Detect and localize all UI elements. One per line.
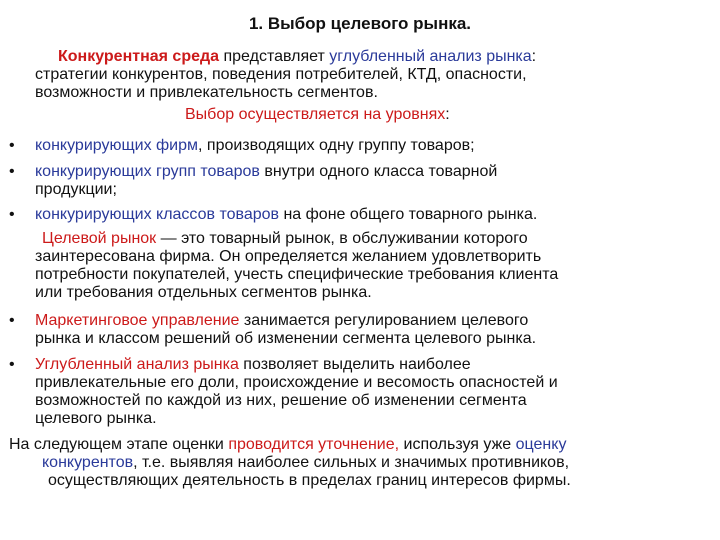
para-next-line1 xyxy=(9,436,566,454)
term-refinement: проводится уточнение, xyxy=(228,436,400,453)
bullet-marker: • xyxy=(9,206,15,223)
bullet-marketing-management xyxy=(35,312,528,330)
term-competing-firms: конкурирующих фирм xyxy=(35,137,199,154)
term-marketing-management: Маркетинговое управление xyxy=(35,312,240,329)
text-segment: представляет xyxy=(219,48,330,65)
bullet-competing-groups xyxy=(35,163,497,181)
term-assessment: оценку xyxy=(515,436,567,453)
term-target-market: Целевой рынок xyxy=(42,230,157,247)
bullet-competing-classes xyxy=(35,206,537,224)
text-segment: : xyxy=(445,106,450,123)
text-segment: , производящих одну группу товаров; xyxy=(198,137,475,154)
para-competitive-line1 xyxy=(58,48,536,66)
bullet-marker: • xyxy=(9,356,15,373)
bullet-marker: • xyxy=(9,163,15,180)
bullet-deep-analysis-line3: возможностей по каждой из них, решение об изменении сегмента xyxy=(35,392,527,409)
term-deep-market-analysis: Углубленный анализ рынка xyxy=(35,356,239,373)
term-competitors: конкурентов xyxy=(42,454,134,471)
text-segment: на фоне общего товарного рынка. xyxy=(279,206,538,223)
term-competitive-environment: Конкурентная среда xyxy=(58,48,220,65)
text-segment: На следующем этапе оценки xyxy=(9,436,229,453)
bullet-marker: • xyxy=(9,137,15,154)
para-competitive-line2: стратегии конкурентов, поведения потребителей, КТД, опасности, xyxy=(35,66,527,83)
para-target-line4: или требования отдельных сегментов рынка. xyxy=(35,284,372,301)
bullet-deep-analysis-line4: целевого рынка. xyxy=(35,410,157,427)
para-target-line3: потребности покупателей, учесть специфические требования клиента xyxy=(35,266,559,283)
text-segment: — это товарный рынок, в обслуживании которого xyxy=(156,230,528,247)
para-target-line2: заинтересована фирма. Он определяется желанием удовлетворить xyxy=(35,248,542,265)
para-next-line2 xyxy=(42,454,569,472)
bullet-marker: • xyxy=(9,312,15,329)
text-segment: позволяет выделить наиболее xyxy=(238,356,471,373)
para-target-line1 xyxy=(42,230,528,248)
text-segment: , т.е. выявляя наиболее сильных и значимых противников, xyxy=(133,454,570,471)
text-segment: занимается регулированием целевого xyxy=(239,312,529,329)
slide-title: 1. Выбор целевого рынка. xyxy=(248,14,472,33)
text-segment: : xyxy=(531,48,537,65)
term-competing-classes: конкурирующих классов товаров xyxy=(35,206,280,223)
bullet-deep-analysis-line2: привлекательные его доли, происхождение и весомость опасностей и xyxy=(35,374,558,391)
bullet-competing-firms xyxy=(35,137,475,155)
para-competitive-line3: возможности и привлекательность сегментов. xyxy=(35,84,378,101)
bullet-deep-analysis xyxy=(35,356,471,374)
text-segment: используя уже xyxy=(399,436,516,453)
levels-heading xyxy=(185,106,450,124)
term-deep-analysis: углубленный анализ рынка xyxy=(329,48,532,65)
text-segment: внутри одного класса товарной xyxy=(259,163,498,180)
term-competing-groups: конкурирующих групп товаров xyxy=(35,163,260,180)
bullet-marketing-management-line2: рынка и классом решений об изменении сегмента целевого рынка. xyxy=(35,330,537,347)
levels-heading-text: Выбор осуществляется на уровнях xyxy=(185,106,446,123)
bullet-competing-groups-line2: продукции; xyxy=(35,181,117,198)
para-next-line3: осуществляющих деятельность в пределах границ интересов фирмы. xyxy=(48,472,571,489)
